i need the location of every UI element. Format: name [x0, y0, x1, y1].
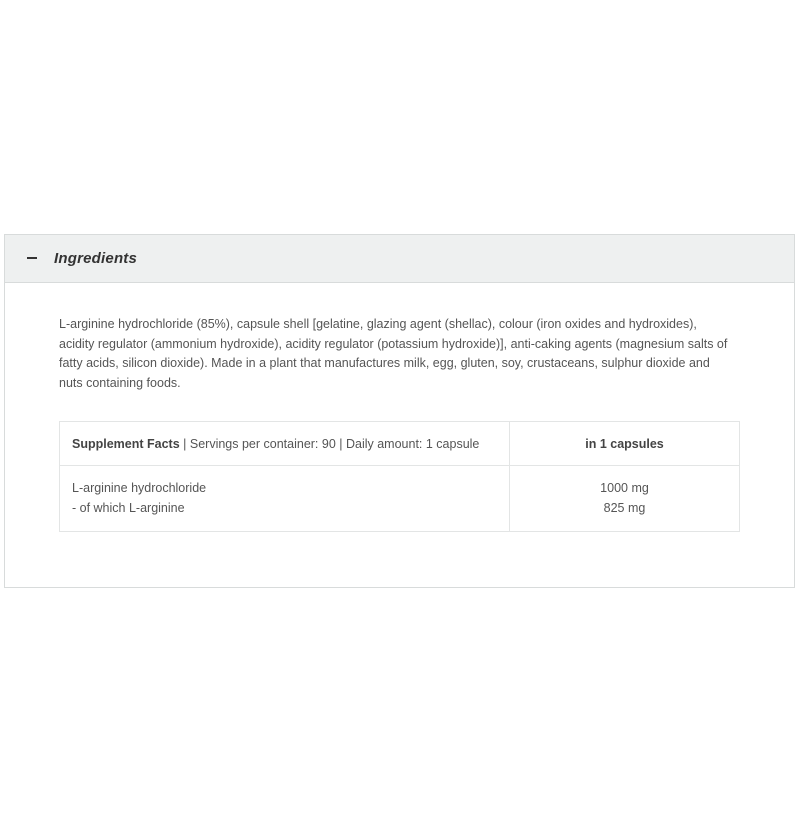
- accordion-body: [5, 283, 794, 532]
- nutrient-name: - of which L-arginine: [72, 501, 185, 515]
- amount-header-cell: in 1 capsules: [510, 422, 740, 466]
- facts-servings-info: | Servings per container: 90 | Daily amount: 1 capsule: [179, 436, 480, 451]
- table-row: [60, 466, 740, 532]
- facts-title: Supplement Facts: [72, 436, 180, 451]
- supplement-facts-table: [59, 421, 740, 532]
- accordion-header[interactable]: [5, 235, 794, 283]
- ingredients-accordion: [4, 234, 795, 588]
- accordion-title: Ingredients: [54, 250, 138, 267]
- nutrient-amount: 1000 mg: [600, 481, 649, 495]
- nutrient-amounts-cell: [510, 466, 740, 532]
- ingredients-text: L-arginine hydrochloride (85%), capsule shell [gelatine, glazing agent (shellac), colour (iron oxides and hydroxides), acidity regulator (ammonium hydroxide), acidity regulator (potassium hydroxide)], anti-caking agents (magnesium salts of fatty acids, silicon dioxide). Made in a plant that manufactures milk, egg, gluten, soy, crustaceans, sulphur dioxide and nuts containing foods.: [59, 317, 728, 390]
- nutrient-name: L-arginine hydrochloride: [72, 481, 207, 495]
- minus-icon[interactable]: [27, 257, 37, 259]
- nutrient-names-cell: [60, 466, 510, 532]
- nutrient-amount: 825 mg: [603, 501, 646, 515]
- table-header-row: [60, 422, 740, 466]
- facts-header-cell: [60, 422, 510, 466]
